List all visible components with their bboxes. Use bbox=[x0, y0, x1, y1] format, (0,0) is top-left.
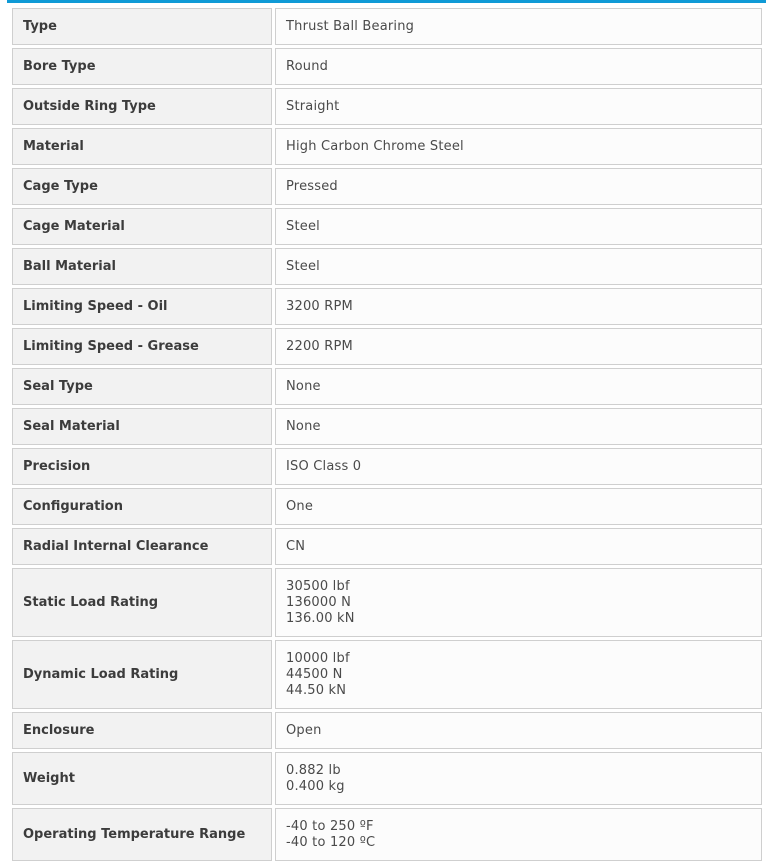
spec-value bbox=[275, 8, 762, 45]
spec-row bbox=[12, 208, 762, 245]
spec-value-line: None bbox=[286, 418, 321, 434]
spec-label: Static Load Rating bbox=[12, 568, 272, 637]
spec-value-line: Thrust Ball Bearing bbox=[286, 18, 415, 34]
spec-table-body bbox=[12, 8, 762, 861]
spec-value-line: 0.400 kg bbox=[286, 778, 345, 794]
spec-label: Enclosure bbox=[12, 712, 272, 749]
spec-value-line: Round bbox=[286, 58, 329, 74]
spec-row bbox=[12, 128, 762, 165]
spec-value bbox=[275, 640, 762, 709]
spec-label: Dynamic Load Rating bbox=[12, 640, 272, 709]
spec-label: Seal Material bbox=[12, 408, 272, 445]
spec-table bbox=[9, 5, 765, 864]
spec-value-line: Open bbox=[286, 722, 322, 738]
spec-label: Limiting Speed - Oil bbox=[12, 288, 272, 325]
spec-value-line: -40 to 120 ºC bbox=[286, 834, 376, 850]
spec-row bbox=[12, 712, 762, 749]
spec-value bbox=[275, 168, 762, 205]
spec-row bbox=[12, 528, 762, 565]
spec-value-line: 3200 RPM bbox=[286, 298, 353, 314]
spec-value bbox=[275, 448, 762, 485]
spec-row bbox=[12, 88, 762, 125]
spec-value-line: Pressed bbox=[286, 178, 338, 194]
spec-row bbox=[12, 752, 762, 805]
spec-label: Precision bbox=[12, 448, 272, 485]
spec-label: Limiting Speed - Grease bbox=[12, 328, 272, 365]
spec-value bbox=[275, 208, 762, 245]
spec-value bbox=[275, 568, 762, 637]
spec-row bbox=[12, 8, 762, 45]
spec-value bbox=[275, 712, 762, 749]
spec-value bbox=[275, 328, 762, 365]
spec-row bbox=[12, 808, 762, 861]
spec-value-line: ISO Class 0 bbox=[286, 458, 362, 474]
spec-value-line: 136000 N bbox=[286, 594, 352, 610]
spec-value-line: One bbox=[286, 498, 314, 514]
spec-row bbox=[12, 168, 762, 205]
spec-value-line: -40 to 250 ºF bbox=[286, 818, 374, 834]
spec-row bbox=[12, 288, 762, 325]
spec-value-line: 0.882 lb bbox=[286, 762, 341, 778]
spec-label: Ball Material bbox=[12, 248, 272, 285]
top-accent-bar bbox=[7, 0, 766, 3]
spec-label: Cage Material bbox=[12, 208, 272, 245]
spec-label: Type bbox=[12, 8, 272, 45]
spec-row bbox=[12, 328, 762, 365]
spec-value-line: CN bbox=[286, 538, 306, 554]
spec-label: Weight bbox=[12, 752, 272, 805]
spec-value bbox=[275, 408, 762, 445]
spec-value bbox=[275, 528, 762, 565]
spec-row bbox=[12, 640, 762, 709]
spec-label: Configuration bbox=[12, 488, 272, 525]
spec-row bbox=[12, 488, 762, 525]
spec-value-line: 10000 lbf bbox=[286, 650, 350, 666]
spec-label: Operating Temperature Range bbox=[12, 808, 272, 861]
spec-value bbox=[275, 248, 762, 285]
spec-label: Outside Ring Type bbox=[12, 88, 272, 125]
spec-value-line: 136.00 kN bbox=[286, 610, 355, 626]
spec-value bbox=[275, 288, 762, 325]
spec-value bbox=[275, 128, 762, 165]
spec-value-line: Steel bbox=[286, 218, 320, 234]
spec-value-line: High Carbon Chrome Steel bbox=[286, 138, 464, 154]
spec-row bbox=[12, 368, 762, 405]
spec-row bbox=[12, 48, 762, 85]
spec-value bbox=[275, 488, 762, 525]
spec-value-line: None bbox=[286, 378, 321, 394]
spec-value bbox=[275, 808, 762, 861]
spec-label: Radial Internal Clearance bbox=[12, 528, 272, 565]
spec-value-line: 44500 N bbox=[286, 666, 343, 682]
spec-value bbox=[275, 48, 762, 85]
spec-row bbox=[12, 408, 762, 445]
spec-value-line: 2200 RPM bbox=[286, 338, 353, 354]
spec-value-line: Steel bbox=[286, 258, 320, 274]
spec-value-line: Straight bbox=[286, 98, 340, 114]
spec-row bbox=[12, 448, 762, 485]
spec-value-line: 44.50 kN bbox=[286, 682, 347, 698]
spec-row bbox=[12, 568, 762, 637]
spec-label: Seal Type bbox=[12, 368, 272, 405]
spec-label: Bore Type bbox=[12, 48, 272, 85]
spec-row bbox=[12, 248, 762, 285]
spec-value-line: 30500 lbf bbox=[286, 578, 350, 594]
spec-value bbox=[275, 752, 762, 805]
spec-value bbox=[275, 368, 762, 405]
spec-label: Material bbox=[12, 128, 272, 165]
spec-label: Cage Type bbox=[12, 168, 272, 205]
spec-value bbox=[275, 88, 762, 125]
